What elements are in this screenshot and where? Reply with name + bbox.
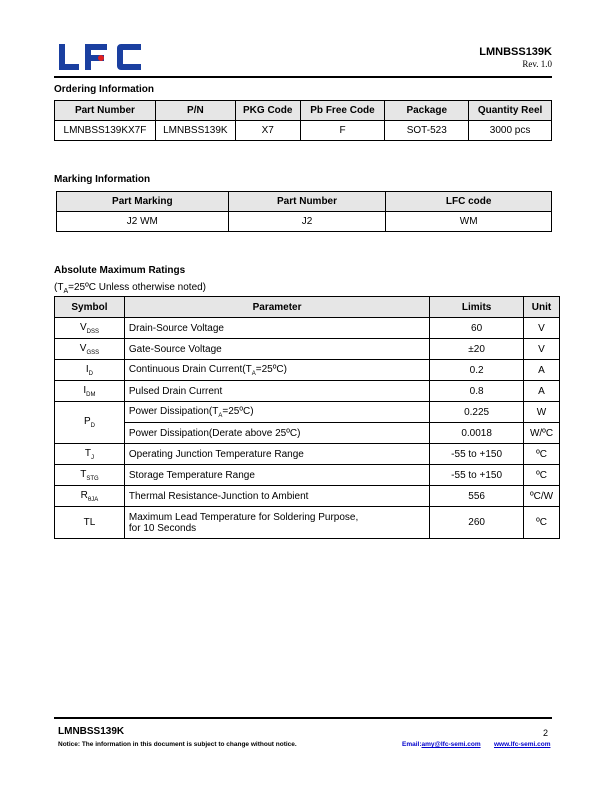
table-row <box>55 507 560 539</box>
table-header-cell: Limits <box>430 297 524 318</box>
table-row <box>55 402 560 423</box>
unit-cell: ºC <box>524 465 560 486</box>
parameter-cell: Operating Junction Temperature Range <box>124 444 429 465</box>
parameter-cell: Pulsed Drain Current <box>124 381 429 402</box>
table-row <box>55 360 560 381</box>
unit-cell: V <box>524 339 560 360</box>
unit-cell: ºC <box>524 444 560 465</box>
table-cell: J2 <box>228 212 386 232</box>
ratings-title: Absolute Maximum Ratings <box>54 265 186 276</box>
table-header-cell: Unit <box>524 297 560 318</box>
table-row <box>57 212 552 232</box>
limit-cell: ±20 <box>430 339 524 360</box>
parameter-cell: Power $Dissipation(T_A=25ºC)$ <box>124 402 429 423</box>
table-header-cell: Part Number <box>228 192 386 212</box>
parameter-cell: Gate-Source Voltage <box>124 339 429 360</box>
ratings-condition: ($T_A=25ºC$ Unless otherwise noted) <box>54 282 207 295</box>
table-row <box>55 444 560 465</box>
parameter-cell: Drain-Source Voltage <box>124 318 429 339</box>
table-cell: 3000 pcs <box>469 121 552 141</box>
email-link[interactable]: amy@lfc-semi.com <box>421 741 481 748</box>
table-cell: LMNBSS139KX7F <box>55 121 156 141</box>
page-number: 2 <box>542 728 548 738</box>
table-header-cell: Part Marking <box>57 192 229 212</box>
table-row <box>55 121 552 141</box>
unit-cell: V <box>524 318 560 339</box>
limit-cell: 0.225 <box>430 402 524 423</box>
unit-cell: ºC/W <box>524 486 560 507</box>
table-row <box>55 423 560 444</box>
marking-title: Marking Information <box>54 174 151 185</box>
table-row <box>55 465 560 486</box>
header-divider <box>54 76 552 78</box>
parameter-cell: Thermal Resistance-Junction to Ambient <box>124 486 429 507</box>
table-cell: WM <box>386 212 552 232</box>
header-part-number: LMNBSS139K <box>479 46 552 58</box>
table-cell: X7 <box>235 121 300 141</box>
marking-table <box>56 191 552 232</box>
limit-cell: -55 to +150 <box>430 465 524 486</box>
footer-notice: Notice: The information in this document is subject to change without notice. <box>58 741 297 748</box>
ordering-title: Ordering Information <box>54 84 154 95</box>
symbol-cell: $R_{\theta JA}$ <box>55 486 125 507</box>
table-header-cell: PKG Code <box>235 101 300 121</box>
website-link[interactable]: www.lfc-semi.com <box>494 741 551 748</box>
table-row <box>55 381 560 402</box>
ratings-table <box>54 296 560 539</box>
table-cell: SOT-523 <box>385 121 469 141</box>
unit-cell: W/ºC <box>524 423 560 444</box>
limit-cell: 0.0018 <box>430 423 524 444</box>
limit-cell: 60 <box>430 318 524 339</box>
parameter-cell: Power Dissipation(Derate above 25ºC) <box>124 423 429 444</box>
table-header-cell: Quantity Reel <box>469 101 552 121</box>
table-header-cell: Part Number <box>55 101 156 121</box>
unit-cell: ºC <box>524 507 560 539</box>
table-header-cell: Symbol <box>55 297 125 318</box>
footer-email: Email:amy@lfc-semi.com <box>402 741 481 748</box>
table-header-row <box>57 192 552 212</box>
table-row <box>55 486 560 507</box>
limit-cell: -55 to +150 <box>430 444 524 465</box>
table-header-cell: Pb Free Code <box>300 101 385 121</box>
limit-cell: 556 <box>430 486 524 507</box>
ordering-table <box>54 100 552 141</box>
symbol-cell: $I_{DM}$ <box>55 381 125 402</box>
table-header-cell: Parameter <box>124 297 429 318</box>
table-header-row <box>55 297 560 318</box>
symbol-cell: $P_D$ <box>55 402 125 444</box>
unit-cell: A <box>524 381 560 402</box>
parameter-cell: Storage Temperature Range <box>124 465 429 486</box>
symbol-cell: TL <box>55 507 125 539</box>
parameter-cell: Maximum Lead Temperature for Soldering Purpose, for 10 Seconds <box>124 507 429 539</box>
table-header-cell: LFC code <box>386 192 552 212</box>
table-header-cell: Package <box>385 101 469 121</box>
footer-part-number: LMNBSS139K <box>58 726 125 737</box>
limit-cell: 260 <box>430 507 524 539</box>
table-cell: F <box>300 121 385 141</box>
table-cell: J2 WM <box>57 212 229 232</box>
table-header-cell: P/N <box>155 101 235 121</box>
unit-cell: A <box>524 360 560 381</box>
symbol-cell: $T_J$ <box>55 444 125 465</box>
symbol-cell: $T_{STG}$ <box>55 465 125 486</box>
table-row <box>55 339 560 360</box>
table-cell: LMNBSS139K <box>155 121 235 141</box>
header-revision: Rev. 1.0 <box>522 59 552 69</box>
lfc-logo <box>57 44 143 70</box>
symbol-cell: $V_{DSS}$ <box>55 318 125 339</box>
parameter-cell: Continuous Drain $Current(T_A=25ºC)$ <box>124 360 429 381</box>
footer-divider <box>54 717 552 719</box>
table-header-row <box>55 101 552 121</box>
limit-cell: 0.2 <box>430 360 524 381</box>
table-row <box>55 318 560 339</box>
symbol-cell: $I_D$ <box>55 360 125 381</box>
unit-cell: W <box>524 402 560 423</box>
limit-cell: 0.8 <box>430 381 524 402</box>
symbol-cell: $V_{GSS}$ <box>55 339 125 360</box>
